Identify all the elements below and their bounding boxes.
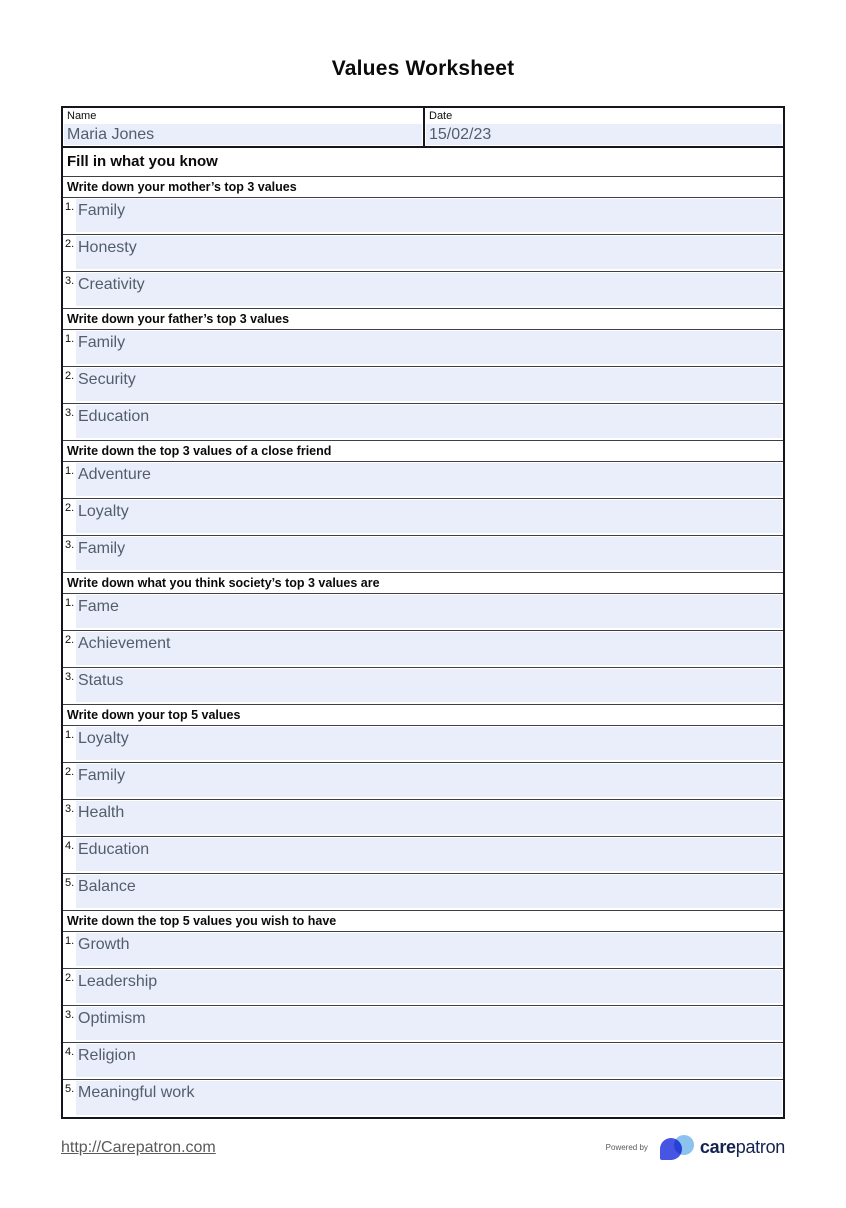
name-input[interactable]: Maria Jones xyxy=(64,124,422,145)
item-row xyxy=(63,235,783,272)
item-number: 1. xyxy=(65,465,75,477)
your-value-1-input[interactable]: Loyalty xyxy=(76,727,782,760)
worksheet-table xyxy=(61,106,785,1119)
friend-value-3-input[interactable]: Family xyxy=(76,537,782,570)
powered-by-label: Powered by xyxy=(605,1143,648,1152)
name-cell xyxy=(63,108,425,146)
item-number: 3. xyxy=(65,275,75,287)
powered-by-group xyxy=(606,1134,785,1161)
mother-value-3-input[interactable]: Creativity xyxy=(76,273,782,306)
wordmark-patron: patron xyxy=(735,1137,785,1157)
your-value-2-input[interactable]: Family xyxy=(76,764,782,797)
society-value-2-input[interactable]: Achievement xyxy=(76,632,782,665)
date-input[interactable]: 15/02/23 xyxy=(426,124,782,145)
father-value-3-input[interactable]: Education xyxy=(76,405,782,438)
wish-value-4-input[interactable]: Religion xyxy=(76,1044,782,1077)
item-number: 2. xyxy=(65,370,75,382)
item-number: 3. xyxy=(65,671,75,683)
mother-value-1-input[interactable]: Family xyxy=(76,199,782,232)
item-number: 2. xyxy=(65,972,75,984)
page-title: Values Worksheet xyxy=(331,57,515,80)
instruction-heading: Fill in what you know xyxy=(63,148,783,177)
item-row xyxy=(63,272,783,309)
friend-value-2-input[interactable]: Loyalty xyxy=(76,500,782,533)
item-row xyxy=(63,367,783,404)
item-row xyxy=(63,330,783,367)
item-row xyxy=(63,1080,783,1117)
name-date-row xyxy=(63,108,783,148)
item-row xyxy=(63,536,783,573)
item-row xyxy=(63,1006,783,1043)
item-number: 3. xyxy=(65,1009,75,1021)
section-heading-father: Write down your father’s top 3 values xyxy=(63,309,783,330)
item-row xyxy=(63,726,783,763)
item-number: 3. xyxy=(65,803,75,815)
father-value-1-input[interactable]: Family xyxy=(76,331,782,364)
item-number: 2. xyxy=(65,502,75,514)
item-number: 2. xyxy=(65,634,75,646)
date-label: Date xyxy=(429,110,453,122)
mother-value-2-input[interactable]: Honesty xyxy=(76,236,782,269)
society-value-3-input[interactable]: Status xyxy=(76,669,782,702)
carepatron-logo-icon xyxy=(660,1134,696,1161)
society-value-1-input[interactable]: Fame xyxy=(76,595,782,628)
item-number: 2. xyxy=(65,238,75,250)
item-number: 4. xyxy=(65,1046,75,1058)
item-row xyxy=(63,404,783,441)
item-number: 5. xyxy=(65,877,75,889)
item-number: 5. xyxy=(65,1083,75,1095)
item-number: 2. xyxy=(65,766,75,778)
wish-value-3-input[interactable]: Optimism xyxy=(76,1007,782,1040)
your-value-5-input[interactable]: Balance xyxy=(76,875,782,908)
item-row xyxy=(63,932,783,969)
item-row xyxy=(63,499,783,536)
item-row xyxy=(63,668,783,705)
item-row xyxy=(63,874,783,911)
item-number: 1. xyxy=(65,935,75,947)
wish-value-1-input[interactable]: Growth xyxy=(76,933,782,966)
item-row xyxy=(63,1043,783,1080)
date-cell xyxy=(425,108,783,146)
your-value-4-input[interactable]: Education xyxy=(76,838,782,871)
wordmark-care: care xyxy=(699,1137,736,1157)
section-heading-mother: Write down your mother’s top 3 values xyxy=(63,177,783,198)
item-row xyxy=(63,594,783,631)
section-heading-society: Write down what you think society’s top 3 values are xyxy=(63,573,783,594)
item-number: 3. xyxy=(65,407,75,419)
item-row xyxy=(63,631,783,668)
name-label: Name xyxy=(67,110,97,122)
item-row xyxy=(63,837,783,874)
your-value-3-input[interactable]: Health xyxy=(76,801,782,834)
item-row xyxy=(63,462,783,499)
item-number: 1. xyxy=(65,729,75,741)
section-heading-friend: Write down the top 3 values of a close friend xyxy=(63,441,783,462)
item-row xyxy=(63,800,783,837)
carepatron-logo xyxy=(660,1134,785,1161)
logo-circle-shape xyxy=(674,1135,694,1155)
item-number: 1. xyxy=(65,201,75,213)
section-heading-your-top-5: Write down your top 5 values xyxy=(63,705,783,726)
item-row xyxy=(63,198,783,235)
carepatron-wordmark xyxy=(700,1137,785,1158)
wish-value-5-input[interactable]: Meaningful work xyxy=(76,1081,782,1115)
item-number: 1. xyxy=(65,597,75,609)
item-row xyxy=(63,969,783,1006)
item-row xyxy=(63,763,783,800)
item-number: 4. xyxy=(65,840,75,852)
wish-value-2-input[interactable]: Leadership xyxy=(76,970,782,1003)
carepatron-link[interactable]: http://Carepatron.com xyxy=(61,1138,216,1156)
item-number: 1. xyxy=(65,333,75,345)
father-value-2-input[interactable]: Security xyxy=(76,368,782,401)
page-footer xyxy=(61,1134,785,1161)
friend-value-1-input[interactable]: Adventure xyxy=(76,463,782,496)
section-heading-wish: Write down the top 5 values you wish to have xyxy=(63,911,783,932)
item-number: 3. xyxy=(65,539,75,551)
